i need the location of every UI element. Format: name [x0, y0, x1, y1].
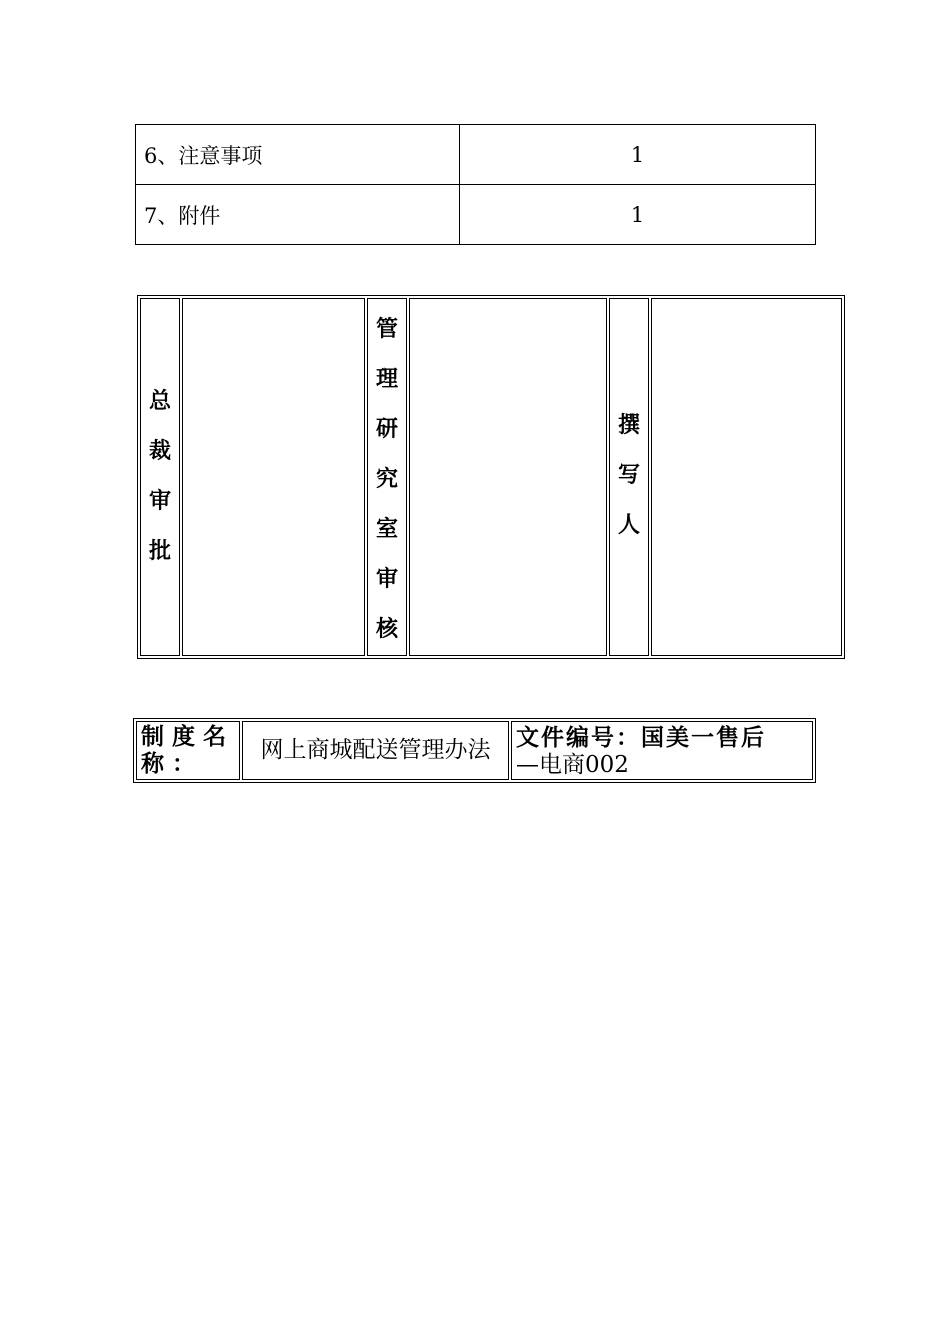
table-row: [136, 721, 813, 780]
contents-item-page: 1: [460, 185, 816, 245]
contents-table: [135, 124, 816, 245]
document-code-value-line2: —电商002: [516, 752, 629, 778]
writer-label-cell: [609, 298, 649, 656]
writer-field[interactable]: [651, 298, 842, 656]
writer-label: 撰写人: [617, 413, 640, 538]
contents-item-label: 7、附件: [136, 185, 460, 245]
document-code-label: 文件编号：: [516, 725, 641, 751]
table-row: [140, 298, 842, 656]
document-name-label: 制度名称：: [136, 721, 240, 780]
table-row: [136, 125, 816, 185]
table-row: [136, 185, 816, 245]
document-info-table: [133, 718, 816, 783]
approval-table: [137, 295, 845, 659]
research-review-label: 管理研究室审核: [375, 317, 398, 642]
research-review-field[interactable]: [409, 298, 607, 656]
contents-item-page: 1: [460, 125, 816, 185]
president-approval-label-cell: [140, 298, 180, 656]
contents-item-label: 6、注意事项: [136, 125, 460, 185]
document-name-value: 网上商城配送管理办法: [242, 721, 509, 780]
research-review-label-cell: [367, 298, 407, 656]
document-code-value-line1: 国美一售后: [641, 725, 766, 751]
document-code-cell: [511, 721, 813, 780]
president-approval-label: 总裁审批: [148, 389, 171, 564]
president-approval-field[interactable]: [182, 298, 365, 656]
